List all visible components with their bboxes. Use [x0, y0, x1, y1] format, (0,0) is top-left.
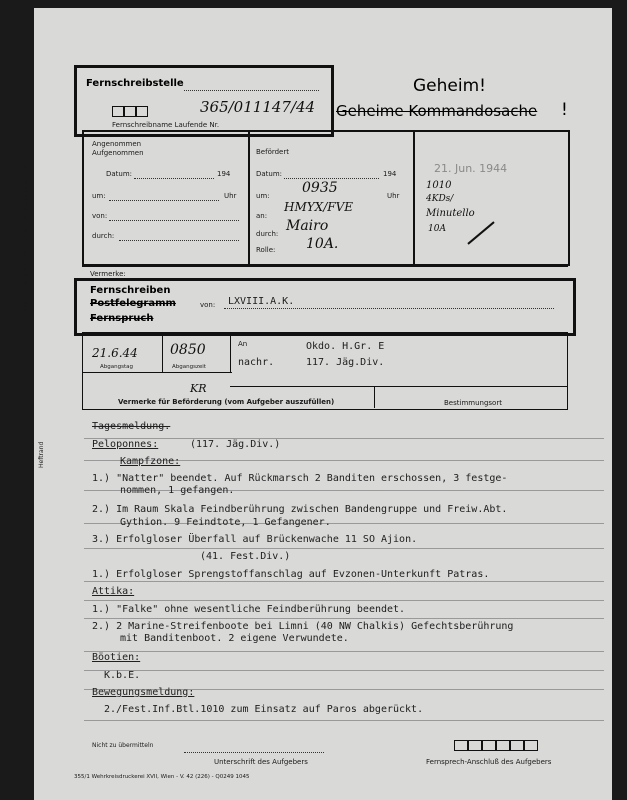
region-attika: Attika: [92, 586, 135, 597]
type-teletype: Fernschreiben [90, 285, 171, 296]
recipient-primary: Okdo. H.Gr. E [306, 341, 385, 352]
received-date-label: Datum: [106, 170, 133, 178]
recipient-label: An [238, 340, 248, 348]
forwarded-time-label: um: [256, 192, 270, 200]
phone-label: Fernsprech-Anschluß des Aufgebers [426, 758, 552, 766]
received-time-label: um: [92, 192, 106, 200]
destination-label: Bestimmungsort [444, 399, 502, 407]
secret-label: Geheim! [413, 76, 486, 96]
secret-command-label: Geheime Kommandosache [336, 102, 538, 120]
not-transmit-label: Nicht zu übermitteln [92, 742, 154, 749]
form-page [22, 8, 612, 800]
received-from-label: von: [92, 212, 108, 220]
forwarded-role-label: Rolle: [256, 246, 276, 254]
stamp-note-1: 1010 [426, 180, 452, 191]
region-peloponnes: Peloponnes: [92, 439, 159, 450]
stamp-note-2: 4KDs/ [426, 194, 454, 204]
report-line: 3.) Erfolgloser Überfall auf Brückenwache 11 SO Ajion. [92, 534, 418, 545]
report-line: 2./Fest.Inf.Btl.1010 zum Einsatz auf Paros abgerückt. [104, 704, 424, 715]
report-line: 2.) 2 Marine-Streifenboote bei Limni (40 NW Chalkis) Gefechtsberührung [92, 621, 514, 632]
report-line: 1.) "Falke" ohne wesentliche Feindberührung beendet. [92, 604, 406, 615]
forwarded-to-value: HMYX/FVE [284, 200, 354, 214]
region-boeotien: Böotien: [92, 652, 141, 663]
dispatch-date: 21.6.44 [92, 346, 138, 360]
movement-heading: Bewegungsmeldung: [92, 687, 195, 698]
report-line: 2.) Im Raum Skala Feindberührung zwischen Bandengruppe und Freiw.Abt. [92, 504, 508, 515]
received-uhr: Uhr [224, 192, 237, 200]
stamp-note-3: Minutello [426, 208, 475, 219]
teletype-number: 365/011147/44 [200, 98, 316, 116]
received-by-label: durch: [92, 232, 115, 240]
report-line: 1.) Erfolgloser Sprengstoffanschlag auf Evzonen-Unterkunft Patras. [92, 569, 490, 580]
forwarded-heading: Befördert [256, 148, 289, 156]
type-phone-struck: Fernspruch [90, 313, 154, 324]
sender-signature-label: Unterschrift des Aufgebers [214, 758, 308, 766]
recorded-heading: Aufgenommen [92, 149, 144, 157]
dispatch-time: 0850 [170, 342, 206, 358]
forwarded-uhr: Uhr [387, 192, 400, 200]
header-title: Fernschreibstelle [86, 78, 184, 89]
secret-exclaim: ! [561, 100, 568, 120]
dispatch-date-label: Abgangstag [100, 364, 133, 370]
kr-mark: KR [190, 382, 207, 395]
message-title: Tagesmeldung. [92, 421, 171, 432]
report-line: 1.) "Natter" beendet. Auf Rückmarsch 2 Banditen erschossen, 3 festge- [92, 473, 508, 484]
routing-remarks-label: Vermerke für Beförderung (vom Aufgeber auszufüllen) [118, 398, 335, 406]
forwarded-year: 194 [383, 170, 397, 178]
dispatch-time-label: Abgangszeit [172, 364, 206, 370]
report-line: Gythion. 9 Feindtote, 1 Gefangener. [120, 517, 331, 528]
unit-117: (117. Jäg.Div.) [190, 439, 281, 450]
received-year: 194 [217, 170, 231, 178]
report-line: nommen, 1 gefangen. [120, 485, 235, 496]
forwarded-to-label: an: [256, 212, 268, 220]
type-telegram-struck: Postfelegramm [90, 298, 176, 309]
teletype-number-caption: Fernschreibname Laufende Nr. [112, 121, 220, 129]
received-stamp: 21. Jun. 1944 [434, 162, 508, 175]
report-line: mit Banditenboot. 2 eigene Verwundete. [120, 633, 349, 644]
forwarded-role-value: 10A. [306, 236, 339, 252]
printer-mark: 355/1 Wehrkreisdruckerei XVII, Wien - V. 42 (226) - Q0249 1045 [74, 774, 250, 780]
stamp-note-4: 10A [428, 224, 446, 234]
forwarded-by-signature: Mairo [286, 218, 329, 234]
forwarded-time-value: 0935 [302, 180, 338, 196]
info-copy-label: nachr. [238, 357, 275, 368]
sender-value: LXVIII.A.K. [228, 296, 295, 307]
combat-zone-heading: Kampfzone: [120, 456, 181, 467]
report-line: K.b.E. [104, 670, 141, 681]
side-margin-note: Dieser Teil wird von der Fernschreibstelle ausgefüllt [22, 163, 29, 318]
received-heading: Angenommen [92, 140, 142, 148]
side-halfline-label: Heftrand [38, 441, 45, 468]
remarks-label: Vermerke: [90, 270, 126, 278]
forwarded-date-label: Datum: [256, 170, 283, 178]
recipient-info-copy: 117. Jäg.Div. [306, 357, 385, 368]
sender-label: von: [200, 301, 216, 309]
forwarded-by-label: durch: [256, 230, 279, 238]
unit-41: (41. Fest.Div.) [200, 551, 291, 562]
